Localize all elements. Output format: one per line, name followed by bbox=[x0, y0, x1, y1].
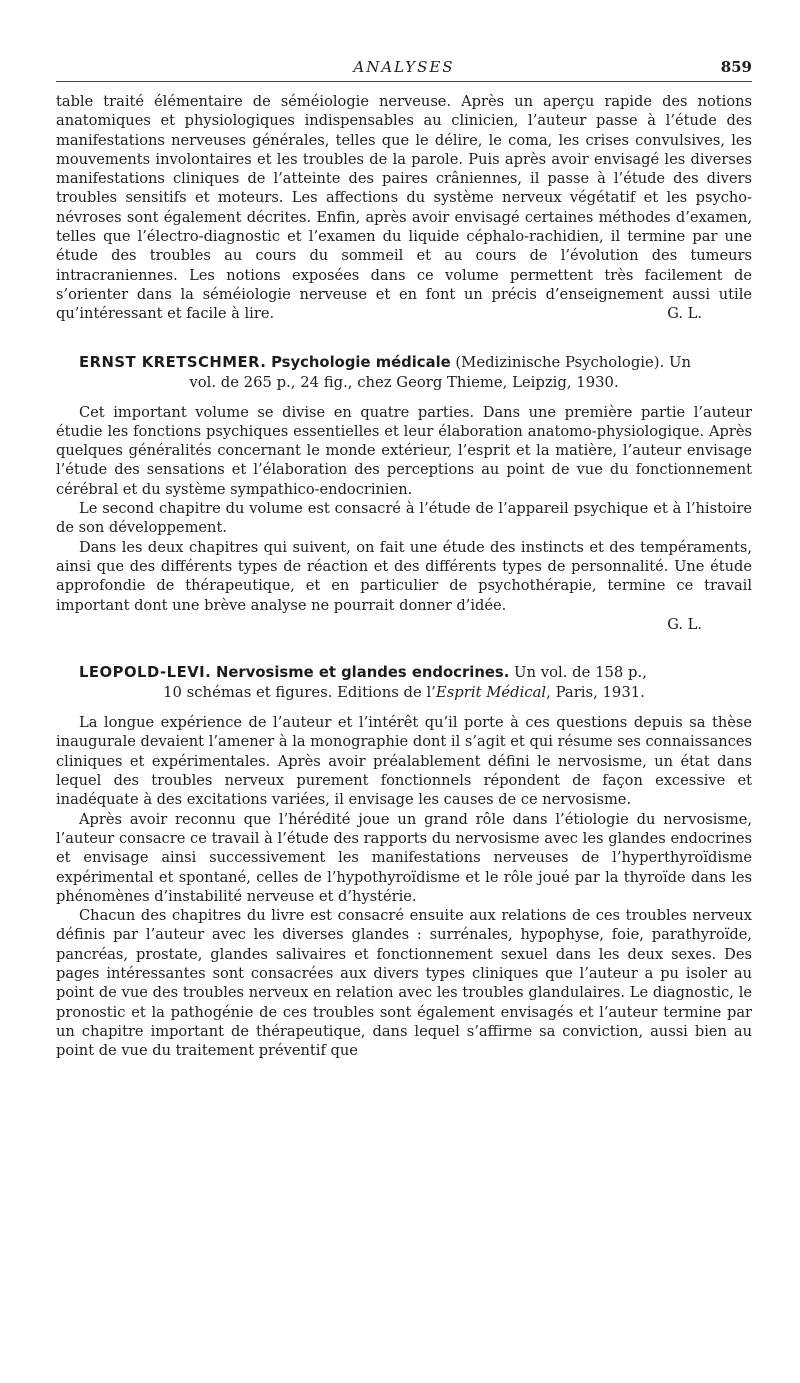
review-paragraph: Dans les deux chapitres qui suivent, on fait une étude des instincts et des tempéraments, ainsi que des différents types de réaction et des différents types de personnalité. Une étude approfondie de thérapeutique, et en particulier de psychothérapie, termine ce travail important dont une brève analyse ne pourrait donner d’idée. bbox=[56, 538, 752, 614]
page-number: 859 bbox=[720, 58, 752, 76]
review-book-details-line2: 10 schémas et figures. Editions de l’Esprit Médical, Paris, 1931. bbox=[163, 684, 645, 702]
review-author: ERNST KRETSCHMER. bbox=[79, 353, 267, 371]
review-signature: G. L. bbox=[667, 305, 702, 323]
review-paragraph: La longue expérience de l’auteur et l’intérêt qu’il porte à ces questions depuis sa thèse inaugurale devaient l’amener à la monographie dont il s’agit et qui résume ses connaissances cliniques et expérimentales. Après avoir préalablement défini le nervosisme, un état dans lequel des troubles nerveux purement fonctionnels répondent de façon excessive et inadéquate à des excitations variées, il envisage les causes de ce nervosisme. bbox=[56, 714, 752, 809]
publisher-name: Esprit Médical bbox=[435, 684, 547, 702]
review-book-details: Un vol. de 158 p., bbox=[514, 664, 647, 682]
review-paragraph: Après avoir reconnu que l’hérédité joue un grand rôle dans l’étiologie du nervosisme, l’auteur consacre ce travail à l’étude des rapports du nervosisme avec les glandes endocrines et envisage ainsi successivement les manifestations nerveuses de l’hyperthyroïdisme expérimental et spontané, celles de l’hypothyroïdisme et le rôle joué par la thyroïde dans les phénomènes d’instabilité nerveuse et d’hystérie. bbox=[56, 810, 752, 905]
review-continuation-paragraph: table traité élémentaire de séméiologie nerveuse. Après un aperçu rapide des notions anatomiques et physiologiques indispensables au clinicien, l’auteur passe à l’étude des manifestations nerveuses générales, telles que le délire, le coma, les crises convulsives, les mouvements involontaires et les troubles de la parole. Puis après avoir envisagé les diverses manifestations cliniques de l’atteinte des paires crâniennes, il passe à l’étude des divers troubles sensitifs et moteurs. Les affections du système nerveux végétatif et les psycho-névroses sont également décrites. Enfin, après avoir envisagé certaines méthodes d’examen, telles que l’électro-diagnostic et l’examen du liquide céphalo-rachidien, il termine par une étude des troubles au cours du sommeil et au cours de l’évolution des tumeurs intracraniennes. Les notions exposées dans ce volume permettent très facilement de s’orienter dans la séméiologie nerveuse et en font un précis d’enseignement aussi utile qu’intéressant et facile à lire. G. L. bbox=[56, 93, 752, 323]
review-author: LEOPOLD-LEVI. bbox=[79, 664, 212, 682]
running-title: ANALYSES bbox=[353, 58, 455, 76]
review-signature: G. L. bbox=[667, 615, 702, 633]
review-book-title: Psychologie médicale bbox=[271, 353, 451, 371]
review-book-details: (Medizinische Psychologie). Un bbox=[455, 353, 691, 371]
review-book-title: Nervosisme et glandes endocrines. bbox=[216, 664, 510, 682]
review-paragraph: Le second chapitre du volume est consacré à l’étude de l’appareil psychique et à l’histoire de son développement. bbox=[56, 500, 752, 537]
review-paragraph: Cet important volume se divise en quatre parties. Dans une première partie l’auteur étudie les fonctions psychiques essentielles et leur élaboration anatomo-physiologique. Après quelques généralités concernant le monde extérieur, l’esprit et la matière, l’auteur envisage l’étude des sensations et l’élaboration des perceptions au point de vue du fonctionnement cérébral et du système sympathico-endocrinien. bbox=[56, 403, 752, 498]
review-paragraph: Chacun des chapitres du livre est consacré ensuite aux relations de ces troubles nerveux définis par l’auteur avec les diverses glandes : surrénales, hypophyse, foie, parathyroïde, pancréas, prostate, glandes salivaires et fonctionnement sexuel dans les deux sexes. Des pages intéressantes sont consacrées aux divers types cliniques que l’auteur a pu isoler au point de vue des troubles nerveux en relation avec les troubles glandulaires. Le diagnostic, le pronostic et la pathogénie de ces troubles sont également envisagés et l’auteur termine par un chapitre important de thérapeutique, dans lequel s’affirme sa conviction, aussi bien au point de vue du traitement préventif que bbox=[56, 907, 752, 1060]
review-book-details-line2: vol. de 265 p., 24 fig., chez Georg Thieme, Leipzig, 1930. bbox=[189, 373, 619, 391]
page bbox=[56, 58, 752, 1060]
review-heading-leopold-levi bbox=[56, 663, 752, 703]
review-heading-kretschmer bbox=[56, 353, 752, 393]
running-header bbox=[56, 58, 752, 82]
